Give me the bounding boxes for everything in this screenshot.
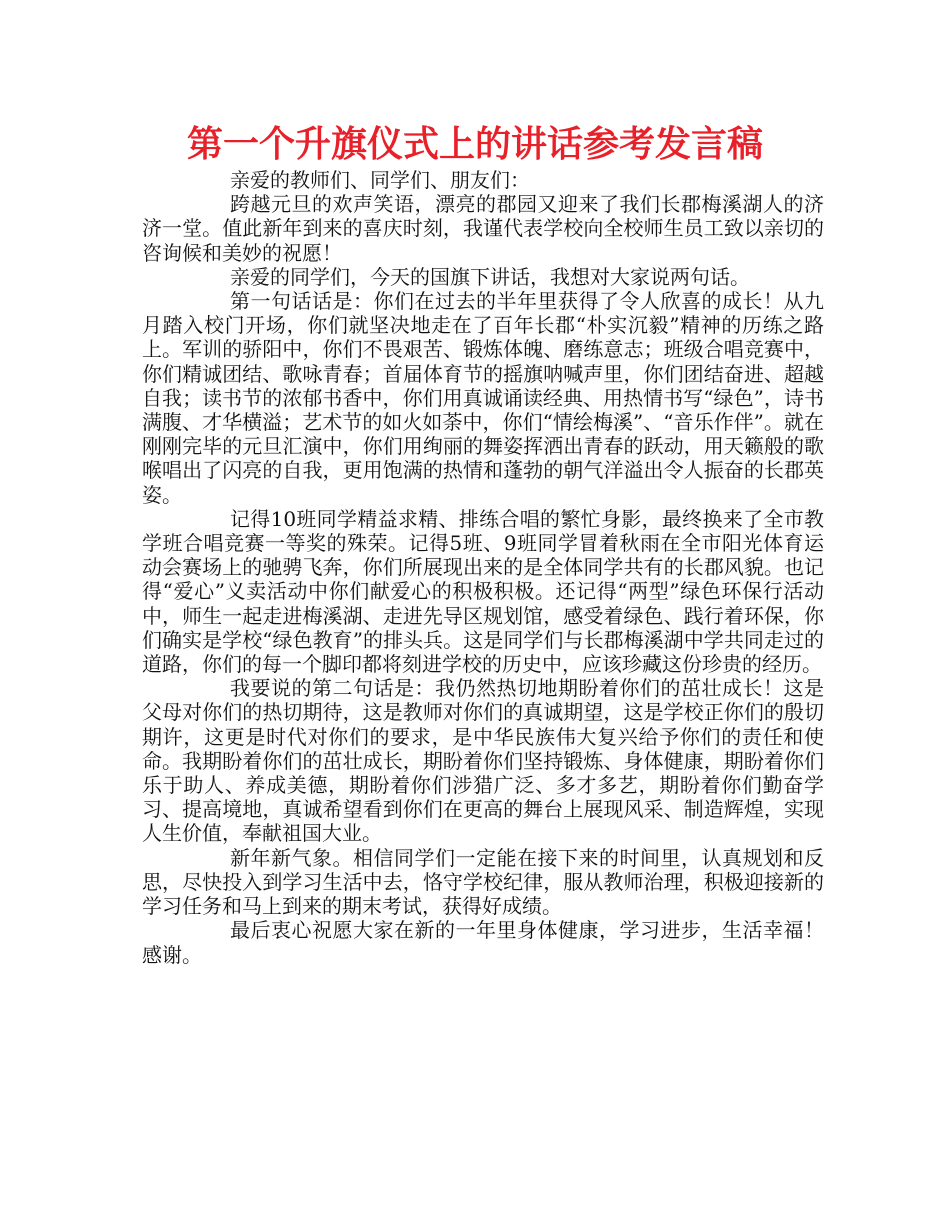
document-title: 第一个升旗仪式上的讲话参考发言稿 — [186, 124, 763, 165]
paragraph-new-year: 跨越元旦的欢声笑语，漂亮的郡园又迎来了我们长郡梅溪湖人的济济一堂。值此新年到来的喜庆时刻，我谨代表学校向全校师生员工致以亲切的咨询候和美妙的祝愿！ — [142, 192, 824, 265]
paragraph-greeting: 亲爱的教师们、同学们、朋友们： — [230, 168, 530, 192]
paragraph-closing: 最后衷心祝愿大家在新的一年里身体健康，学习进步，生活幸福！感谢。 — [142, 918, 824, 967]
paragraph-intro: 亲爱的同学们，今天的国旗下讲话，我想对大家说两句话。 — [230, 264, 750, 289]
paragraph-second-point: 我要说的第二句话是：我仍然热切地期盼着你们的茁壮成长！这是父母对你们的热切期待，这是教师对你们的真诚期望，这是学校正你们的殷切期许，这更是时代对你们的要求，是中华民族伟大复兴给予你们的责任和使命。我期盼着你们的茁壮成长，期盼着你们坚持锻炼、身体健康，期盼着你们乐于助人、养成美德，期盼着你们涉猎广泛、多才多艺，期盼着你们勤奋学习、提高境地，真诚希望看到你们在更高的舞台上展现风采、制造辉煌，实现人生价值，奉献祖国大业。 — [142, 676, 824, 846]
document-body — [142, 168, 824, 967]
paragraph-memories: 记得10班同学精益求精、排练合唱的繁忙身影，最终换来了全市教学班合唱竞赛一等奖的殊荣。记得5班、9班同学冒着秋雨在全市阳光体育运动会赛场上的驰骋飞奔，你们所展现出来的是全体同学共有的长郡风貌。也记得“爱心”义卖活动中你们献爱心的积极积极。还记得“两型”绿色环保行活动中，师生一起走进梅溪湖、走进先导区规划馆，感受着绿色、践行着环保，你们确实是学校“绿色教育”的排头兵。这是同学们与长郡梅溪湖中学共同走过的道路，你们的每一个脚印都将刻进学校的历史中，应该珍藏这份珍贵的经历。 — [142, 506, 824, 677]
paragraph-first-point: 第一句话话是：你们在过去的半年里获得了令人欣喜的成长！从九月踏入校门开场，你们就坚决地走在了百年长郡“朴实沉毅”精神的历练之路上。军训的骄阳中，你们不畏艰苦、锻炼体魄、磨练意志；班级合唱竞赛中，你们精诚团结、歌咏青春；首届体育节的摇旗呐喊声里，你们团结奋进、超越自我；读书节的浓郁书香中，你们用真诚诵读经典、用热情书写“绿色”，诗书满腹、才华横溢；艺术节的如火如荼中，你们“情绘梅溪”、“音乐作伴”。就在刚刚完毕的元旦汇演中，你们用绚丽的舞姿挥洒出青春的跃动，用天籁般的歌喉唱出了闪亮的自我，更用饱满的热情和蓬勃的朝气洋溢出令人振奋的长郡英姿。 — [142, 289, 824, 507]
paragraph-new-year-outlook: 新年新气象。相信同学们一定能在接下来的时间里，认真规划和反思，尽快投入到学习生活中去，恪守学校纪律，服从教师治理，积极迎接新的学习任务和马上到来的期末考试，获得好成绩。 — [142, 845, 824, 919]
